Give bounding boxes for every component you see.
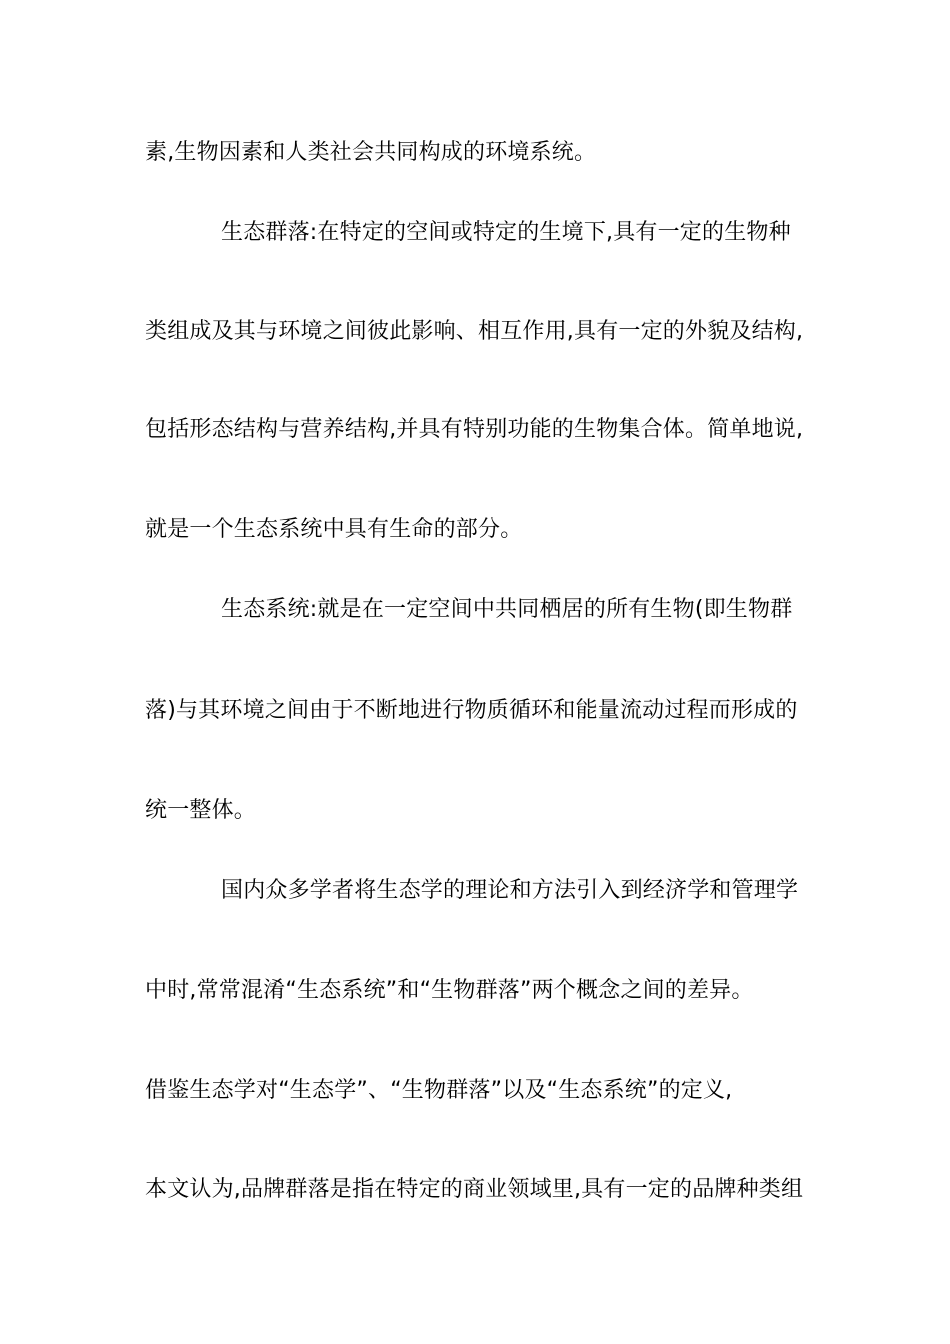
- text-line-3: 类组成及其与环境之间彼此影响、相互作用,具有一定的外貌及结构,: [145, 319, 804, 344]
- text-line-1: 素,生物因素和人类社会共同构成的环境系统。: [145, 140, 597, 165]
- text-line-5: 就是一个生态系统中具有生命的部分。: [145, 517, 523, 542]
- text-line-7: 落)与其环境之间由于不断地进行物质循环和能量流动过程而形成的: [145, 698, 798, 723]
- paragraph-ecosystem-start: 生态系统:就是在一定空间中共同栖居的所有生物(即生物群: [221, 597, 793, 622]
- text-line-8: 统一整体。: [145, 798, 257, 823]
- text-line-10: 中时,常常混淆“生态系统”和“生物群落”两个概念之间的差异。: [145, 978, 754, 1003]
- text-line-11: 借鉴生态学对“生态学”、“生物群落”以及“生态系统”的定义,: [145, 1078, 733, 1103]
- paragraph-scholars-start: 国内众多学者将生态学的理论和方法引入到经济学和管理学: [221, 878, 799, 903]
- text-line-12: 本文认为,品牌群落是指在特定的商业领域里,具有一定的品牌种类组: [145, 1177, 804, 1202]
- paragraph-ecological-community-start: 生态群落:在特定的空间或特定的生境下,具有一定的生物种: [221, 220, 791, 245]
- text-line-4: 包括形态结构与营养结构,并具有特别功能的生物集合体。简单地说,: [145, 417, 804, 442]
